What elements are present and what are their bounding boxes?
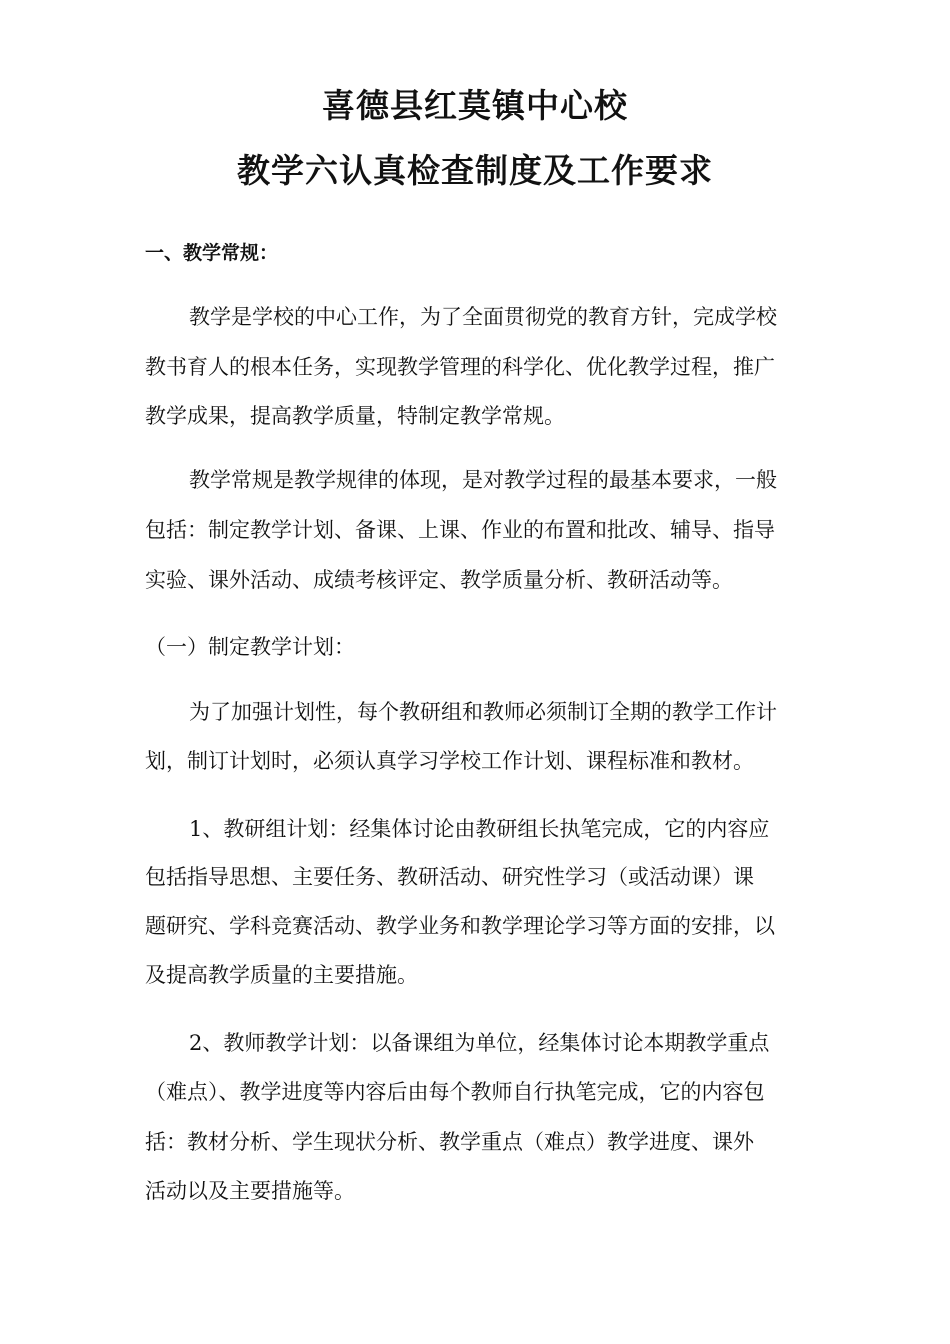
- paragraph-line: 包括：制定教学计划、备课、上课、作业的布置和批改、辅导、指导: [145, 518, 775, 542]
- paragraph-line: 活动以及主要措施等。: [145, 1179, 355, 1203]
- paragraph-line: 1、教研组计划：经集体讨论由教研组长执笔完成，它的内容应: [189, 817, 770, 841]
- section-heading-teaching-routine: 一、教学常规：: [145, 242, 279, 264]
- subsection-heading-teaching-plan: （一）制定教学计划：: [145, 635, 355, 659]
- paragraph-line: （难点）、教学进度等内容后由每个教师自行执笔完成，它的内容包: [145, 1080, 765, 1104]
- paragraph-line: 教学成果，提高教学质量，特制定教学常规。: [145, 404, 565, 428]
- paragraph-line: 及提高教学质量的主要措施。: [145, 963, 418, 987]
- paragraph-line: 教书育人的根本任务，实现教学管理的科学化、优化教学过程，推广: [145, 355, 775, 379]
- paragraph-line: 为了加强计划性，每个教研组和教师必须制订全期的教学工作计: [189, 700, 777, 724]
- document-title-school: 喜德县红莫镇中心校: [322, 86, 628, 125]
- document-title-main: 教学六认真检查制度及工作要求: [237, 151, 713, 190]
- paragraph-line: 划，制订计划时，必须认真学习学校工作计划、课程标准和教材。: [145, 749, 754, 773]
- paragraph-line: 2、教师教学计划：以备课组为单位，经集体讨论本期教学重点: [189, 1031, 770, 1055]
- paragraph-line: 实验、课外活动、成绩考核评定、教学质量分析、教研活动等。: [145, 568, 733, 592]
- paragraph-line: 教学常规是教学规律的体现，是对教学过程的最基本要求，一般: [189, 468, 777, 492]
- paragraph-line: 括：教材分析、学生现状分析、教学重点（难点）教学进度、课外: [145, 1130, 754, 1154]
- paragraph-line: 包括指导思想、主要任务、教研活动、研究性学习（或活动课）课: [145, 865, 754, 889]
- paragraph-line: 题研究、学科竞赛活动、教学业务和教学理论学习等方面的安排，以: [145, 914, 775, 938]
- paragraph-line: 教学是学校的中心工作，为了全面贯彻党的教育方针，完成学校: [189, 305, 777, 329]
